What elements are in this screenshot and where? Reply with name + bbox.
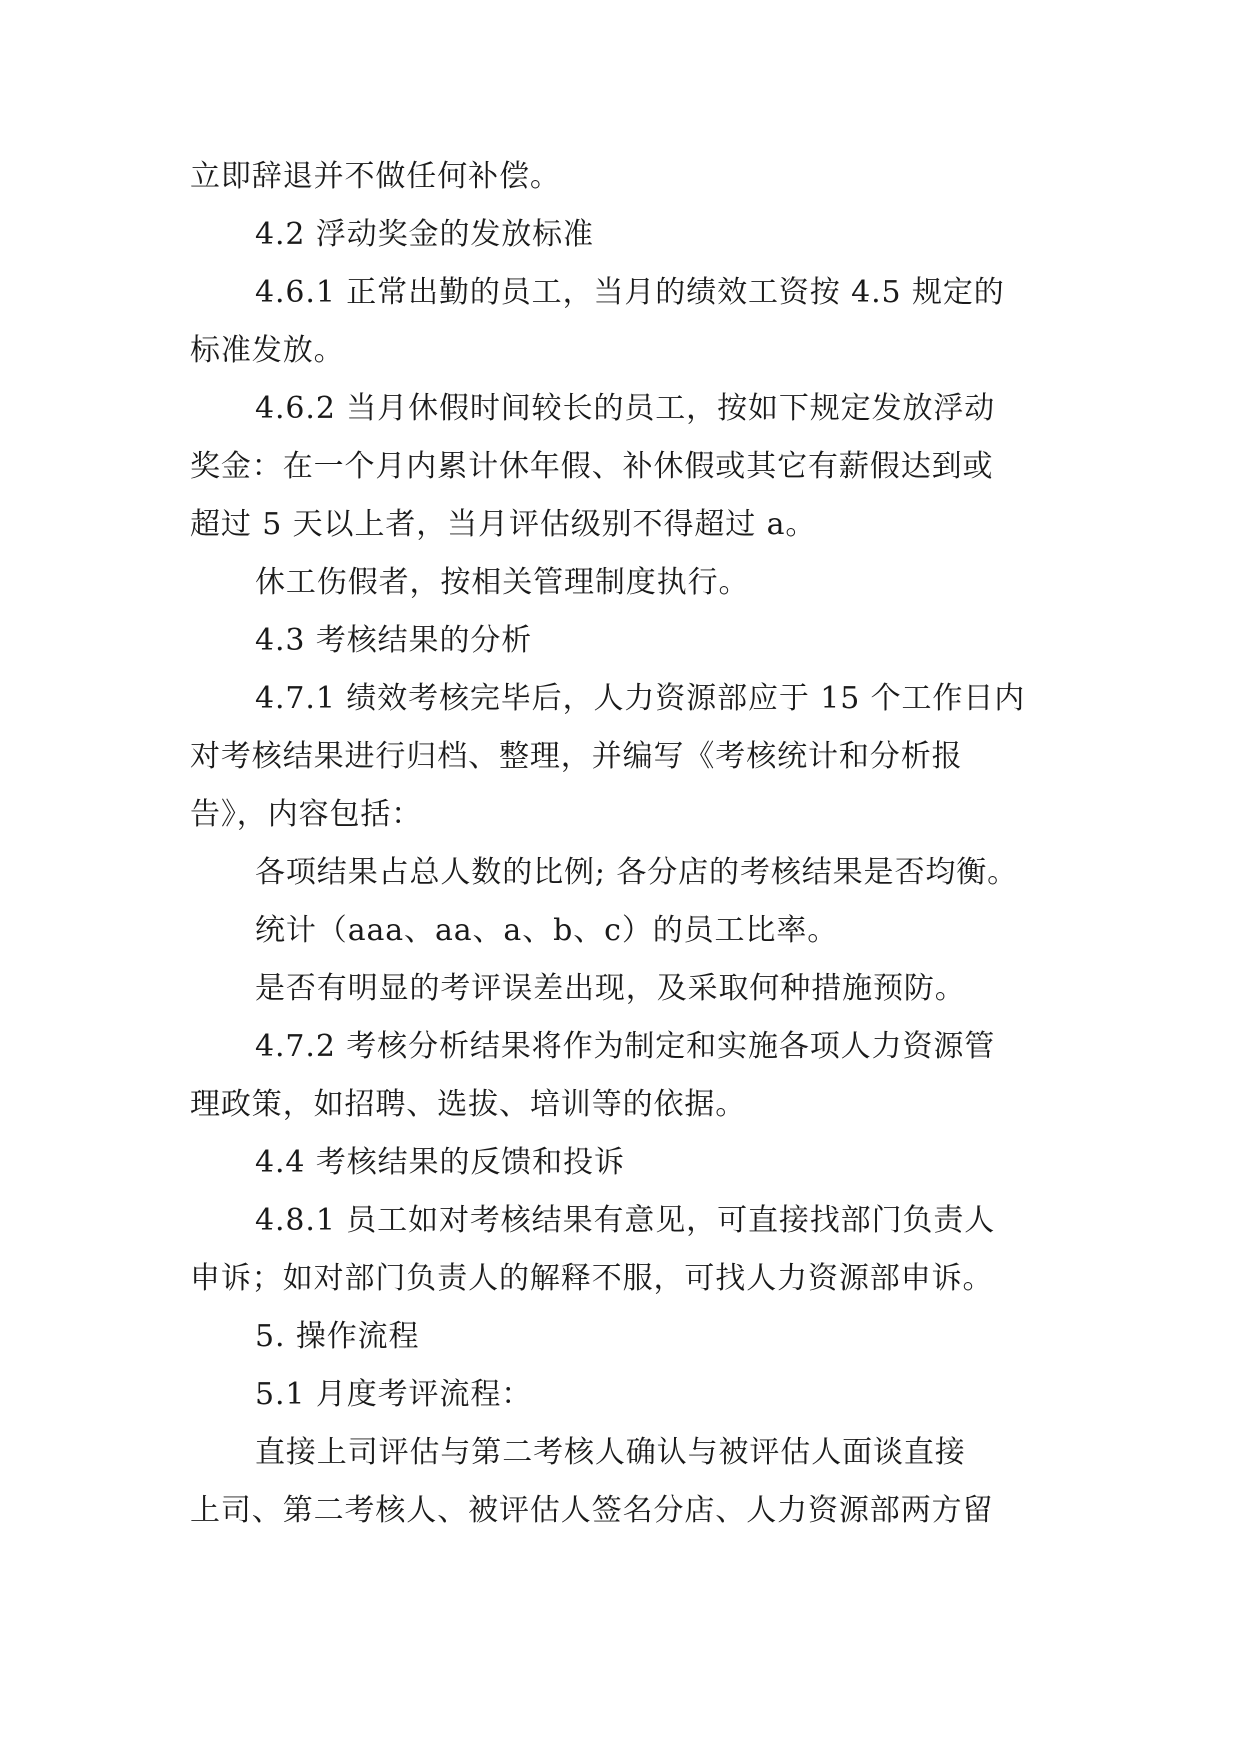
text-line: 4.8.1 员工如对考核结果有意见，可直接找部门负责人 <box>255 1203 996 1238</box>
text-line: 标准发放。 <box>190 333 345 368</box>
text-line: 4.7.2 考核分析结果将作为制定和实施各项人力资源管 <box>255 1029 996 1064</box>
text-line: 5. 操作流程 <box>255 1319 420 1354</box>
text-line: 对考核结果进行归档、整理，并编写《考核统计和分析报 <box>190 739 963 774</box>
text-line: 4.6.1 正常出勤的员工，当月的绩效工资按 4.5 规定的 <box>255 275 1005 310</box>
text-line: 直接上司评估与第二考核人确认与被评估人面谈直接 <box>255 1435 966 1470</box>
text-line: 4.4 考核结果的反馈和投诉 <box>255 1145 625 1180</box>
text-line: 4.3 考核结果的分析 <box>255 623 533 658</box>
text-line: 各项结果占总人数的比例; 各分店的考核结果是否均衡。 <box>255 855 1019 890</box>
text-line: 理政策，如招聘、选拔、培训等的依据。 <box>190 1087 747 1122</box>
text-line: 4.6.2 当月休假时间较长的员工，按如下规定发放浮动 <box>255 391 996 426</box>
document-body <box>190 158 1070 1550</box>
text-line: 上司、第二考核人、被评估人签名分店、人力资源部两方留 <box>190 1493 994 1528</box>
text-line: 统计（aaa、aa、a、b、c）的员工比率。 <box>255 913 839 948</box>
text-line: 5.1 月度考评流程： <box>255 1377 533 1412</box>
text-line: 是否有明显的考评误差出现，及采取何种措施预防。 <box>255 971 966 1006</box>
text-line: 休工伤假者，按相关管理制度执行。 <box>255 565 750 600</box>
text-line: 立即辞退并不做任何补偿。 <box>190 159 561 194</box>
text-line: 超过 5 天以上者，当月评估级别不得超过 a。 <box>190 507 817 542</box>
text-line: 申诉；如对部门负责人的解释不服，可找人力资源部申诉。 <box>190 1261 994 1296</box>
text-line: 4.2 浮动奖金的发放标准 <box>255 217 594 252</box>
text-line: 奖金：在一个月内累计休年假、补休假或其它有薪假达到或 <box>190 449 994 484</box>
text-line: 4.7.1 绩效考核完毕后，人力资源部应于 15 个工作日内 <box>255 681 1026 716</box>
text-line: 告》，内容包括： <box>190 797 423 832</box>
